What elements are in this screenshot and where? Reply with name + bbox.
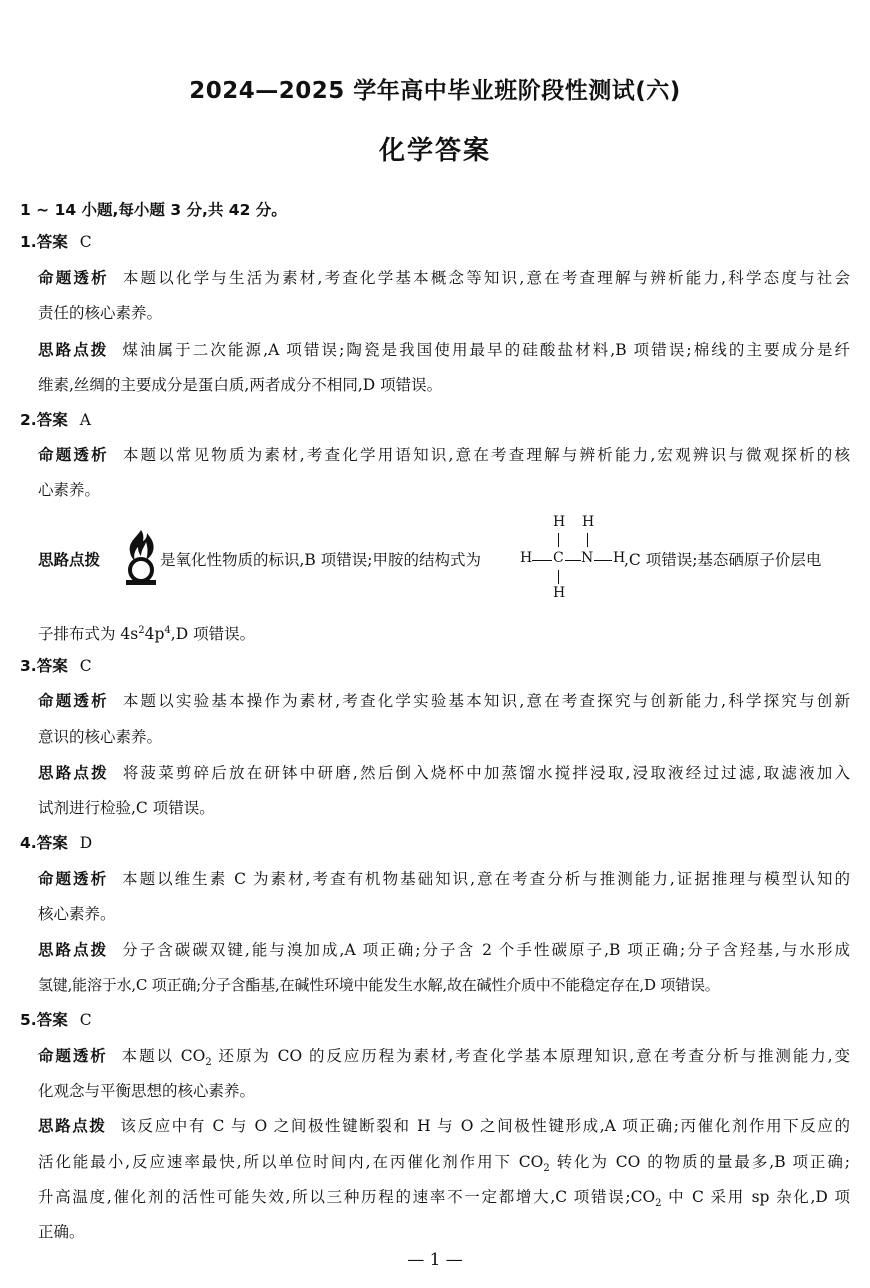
- struct-h-top-c: H: [553, 514, 566, 530]
- bond-c-n: [565, 560, 581, 561]
- q2-analysis-line-1: [38, 445, 850, 465]
- bond-n-h: [594, 560, 612, 561]
- q2-hint-label: 思路点拨: [38, 551, 101, 569]
- q3-answer-label: 答案: [36, 657, 68, 675]
- q5-hint-2-sub: 2: [543, 1163, 550, 1175]
- struct-h-top-n: H: [582, 514, 595, 530]
- q2-analysis-text-1: 本题以常见物质为素材,考查化学用语知识,意在考查理解与辨析能力,宏观辨识与微观探析的核: [122, 446, 850, 464]
- q4-analysis-line-2: 核心素养。: [38, 905, 116, 923]
- q5-analysis-text-1a: 本题以 CO: [121, 1047, 206, 1065]
- q3-hint-line-2: 试剂进行检验,C 项错误。: [38, 799, 215, 817]
- q1-hint-line-1: [38, 340, 850, 360]
- q2-hint-c-mid: 4p: [144, 625, 165, 644]
- struct-h-bottom: H: [553, 585, 566, 601]
- struct-h-left: H: [520, 550, 533, 566]
- q3-analysis-line-1: [38, 691, 850, 711]
- q3-analysis-text-1: 本题以实验基本操作为素材,考查化学实验基本知识,意在考查探究与创新能力,科学探究与创新: [122, 692, 850, 710]
- q5-analysis-line-1: [38, 1046, 850, 1073]
- q2-analysis-line-2: 心素养。: [38, 481, 101, 499]
- q4-analysis-line-1: [38, 869, 850, 889]
- q5-analysis-label: 命题透析: [38, 1047, 108, 1065]
- q4-hint-line-1: [38, 940, 850, 960]
- q5-answer-label: 答案: [36, 1011, 68, 1029]
- q2-hint-line-c: [38, 621, 255, 644]
- q1-answer-label: 答案: [36, 233, 68, 251]
- q2-hint-c-post: ,D 项错误。: [170, 625, 256, 644]
- q5-hint-line-3: [38, 1187, 850, 1214]
- q5-analysis-line-2: 化观念与平衡思想的核心素养。: [38, 1082, 256, 1100]
- q1-answer-line: [20, 232, 92, 252]
- q3-analysis-label: 命题透析: [38, 692, 109, 710]
- q1-number: 1.: [20, 233, 37, 251]
- bond-c-bottom: [558, 570, 559, 584]
- q3-analysis-line-2: 意识的核心素养。: [38, 728, 163, 746]
- q1-analysis-line-1: [38, 268, 850, 288]
- q2-analysis-label: 命题透析: [38, 446, 109, 464]
- q4-analysis-label: 命题透析: [38, 870, 109, 888]
- q5-hint-text-1: 该反应中有 C 与 O 之间极性键断裂和 H 与 O 之间极性键形成,A 项正确;丙催化剂作用下反应的: [120, 1117, 850, 1135]
- q4-answer-value: D: [79, 834, 93, 852]
- page-number: — 1 —: [407, 1250, 463, 1270]
- q5-answer-line: [20, 1010, 92, 1030]
- q5-hint-text-3a: 升高温度,催化剂的活性可能失效,所以三种历程的速率不一定都增大,C 项错误;CO: [38, 1188, 656, 1206]
- q2-hint-c-pre: 子排布式为 4s: [38, 625, 139, 644]
- q3-hint-line-1: [38, 763, 850, 783]
- struct-h-right: H: [613, 550, 626, 566]
- q5-hint-line-4: 正确。: [38, 1223, 85, 1241]
- q2-hint-c-sup1: 2: [138, 625, 145, 636]
- bond-c-top: [558, 533, 559, 547]
- q5-hint-text-3b: 中 C 采用 sp 杂化,D 项: [661, 1188, 850, 1206]
- q5-number: 5.: [20, 1011, 37, 1029]
- q4-analysis-text-1: 本题以维生素 C 为素材,考查有机物基础知识,意在考查分析与推测能力,证据推理与模型认知的: [122, 870, 850, 888]
- q1-analysis-text-1: 本题以化学与生活为素材,考查化学基本概念等知识,意在考查理解与辨析能力,科学态度与社会: [122, 269, 850, 287]
- q2-hint-c-sup2: 4: [164, 625, 171, 636]
- q5-hint-text-2b: 转化为 CO 的物质的量最多,B 项正确;: [549, 1153, 850, 1171]
- q4-answer-line: [20, 833, 92, 853]
- q5-hint-line-1: [38, 1116, 850, 1136]
- bond-n-top: [587, 533, 588, 547]
- q5-hint-text-2a: 活化能最小,反应速率最快,所以单位时间内,在丙催化剂作用下 CO: [38, 1153, 544, 1171]
- q4-hint-label: 思路点拨: [38, 941, 109, 959]
- q5-hint-line-2: [38, 1152, 850, 1179]
- q2-hint-text-b: ,C 项错误;基态硒原子价层电: [624, 551, 822, 569]
- q1-analysis-line-2: 责任的核心素养。: [38, 304, 163, 322]
- struct-n: N: [581, 550, 594, 566]
- oxidizer-hazard-icon: [122, 528, 160, 586]
- q5-hint-3-sub: 2: [655, 1198, 662, 1210]
- q2-hint-label-line: [38, 550, 114, 570]
- q3-answer-line: [20, 656, 92, 676]
- q3-answer-value: C: [79, 657, 92, 675]
- q5-hint-label: 思路点拨: [38, 1117, 107, 1135]
- q3-hint-label: 思路点拨: [38, 764, 109, 782]
- q2-number: 2.: [20, 411, 37, 429]
- q1-hint-line-2: 维素,丝绸的主要成分是蛋白质,两者成分不相同,D 项错误。: [38, 376, 443, 394]
- q2-answer-line: [20, 410, 91, 430]
- q5-answer-value: C: [79, 1011, 92, 1029]
- q3-number: 3.: [20, 657, 37, 675]
- page-subtitle: 化学答案: [378, 136, 491, 166]
- q4-hint-line-2: 氢键,能溶于水,C 项正确;分子含酯基,在碱性环境中能发生水解,故在碱性介质中不能稳定存在,D 项错误。: [38, 976, 720, 994]
- q4-hint-text-1: 分子含碳碳双键,能与溴加成,A 项正确;分子含 2 个手性碳原子,B 项正确;分子含羟基,与水形成: [122, 941, 850, 959]
- q5-analysis-sub: 2: [205, 1057, 212, 1069]
- q4-answer-label: 答案: [36, 834, 68, 852]
- struct-c: C: [553, 550, 564, 566]
- intro-line: 1 ~ 14 小题,每小题 3 分,共 42 分。: [20, 201, 287, 219]
- q2-answer-label: 答案: [36, 411, 68, 429]
- q1-hint-label: 思路点拨: [38, 341, 109, 359]
- q1-answer-value: C: [79, 233, 92, 251]
- q1-hint-text-1: 煤油属于二次能源,A 项错误;陶瓷是我国使用最早的硅酸盐材料,B 项错误;棉线的主要成分是纤: [122, 341, 850, 359]
- q2-hint-text-a: 是氧化性物质的标识,B 项错误;甲胺的结构式为: [160, 551, 481, 569]
- q3-hint-text-1: 将菠菜剪碎后放在研钵中研磨,然后倒入烧杯中加蒸馏水搅拌浸取,浸取液经过过滤,取滤液加入: [122, 764, 850, 782]
- q2-answer-value: A: [79, 411, 91, 429]
- methylamine-structure: [520, 514, 630, 604]
- bond-h-c: [532, 560, 552, 561]
- q4-number: 4.: [20, 834, 37, 852]
- page-title: 2024—2025 学年高中毕业班阶段性测试(六): [189, 78, 681, 104]
- q1-analysis-label: 命题透析: [38, 269, 109, 287]
- q5-analysis-text-1b: 还原为 CO 的反应历程为素材,考查化学基本原理知识,意在考查分析与推测能力,变: [211, 1047, 850, 1065]
